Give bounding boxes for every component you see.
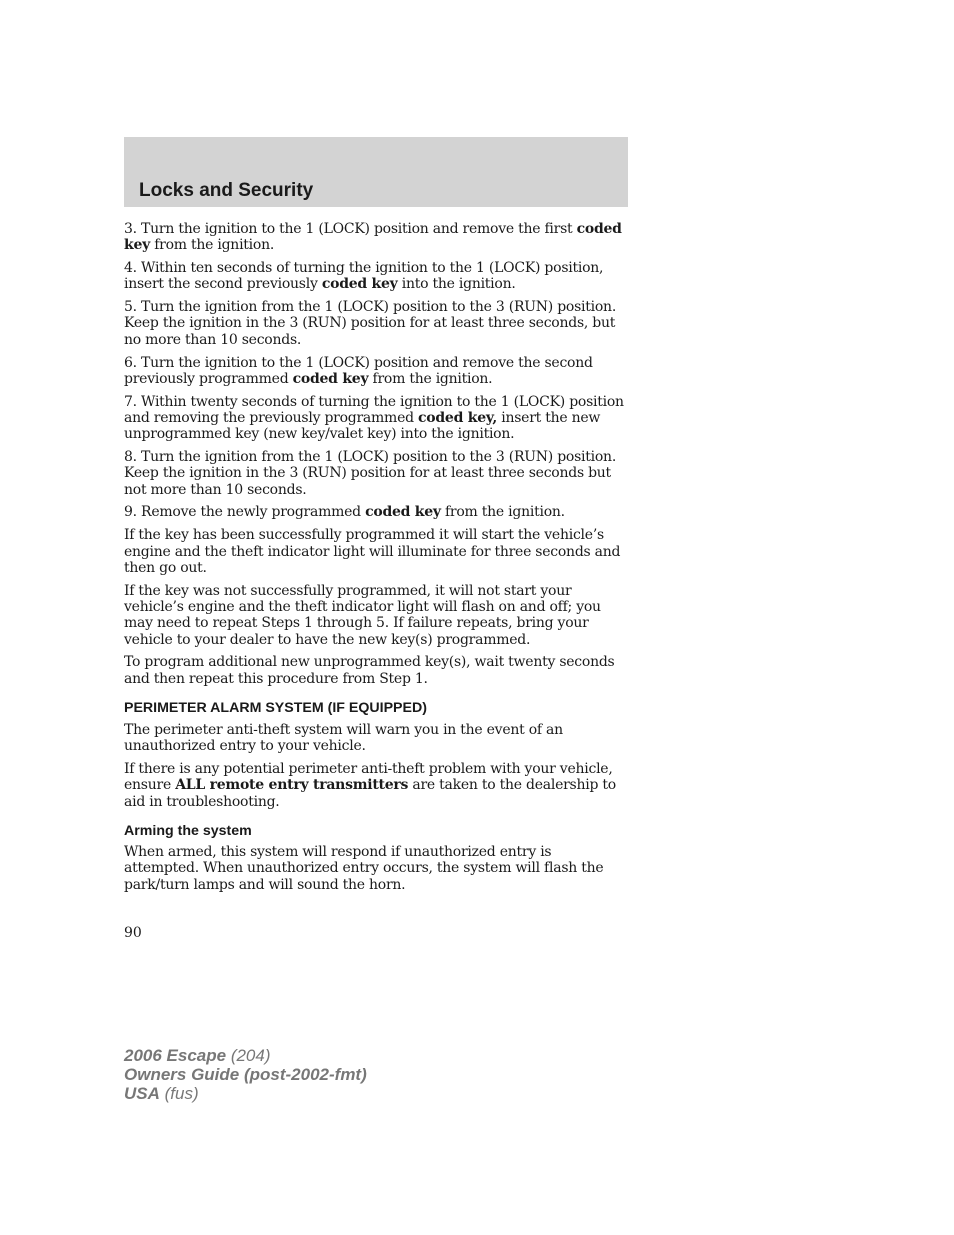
section-header-band: [124, 137, 628, 207]
remote-transmitters-term: ALL remote entry transmitters: [175, 777, 409, 794]
perimeter-paragraph-2: If there is any potential perimeter anti-theft problem with your vehicle, ensure ALL remote entry transmitters are taken to the dealership to aid in troubleshooting.: [124, 761, 616, 810]
footer-line-guide: Owners Guide (post-2002-fmt): [124, 1065, 367, 1084]
step-4: 4. Within ten seconds of turning the ignition to the 1 (LOCK) position, insert the second previously coded key into the ignition.: [124, 260, 604, 293]
note-success: If the key has been successfully programmed it will start the vehicle’s engine and the theft indicator light will illuminate for three seconds and then go out.: [124, 527, 621, 576]
step-6: 6. Turn the ignition to the 1 (LOCK) position and remove the second previously programmed coded key from the ignition.: [124, 354, 593, 387]
section-title: Locks and Security: [139, 180, 314, 201]
step-7: 7. Within twenty seconds of turning the ignition to the 1 (LOCK) position and removing the previously programmed coded key, insert the new unprogrammed key (new key/valet key) into the ignition.: [124, 393, 624, 443]
arming-paragraph: When armed, this system will respond if unauthorized entry is attempted. When unauthorized entry occurs, the system will flash the park/turn lamps and will sound the horn.: [124, 843, 604, 893]
page-content: [124, 221, 630, 899]
coded-key-term: coded key: [321, 276, 398, 293]
footer-line-model: 2006 Escape (204): [124, 1046, 271, 1065]
arming-heading: Arming the system: [124, 822, 252, 839]
note-additional-keys: To program additional new unprogrammed key(s), wait twenty seconds and then repeat this procedure from Step 1.: [124, 654, 615, 687]
coded-key-term: coded key,: [418, 409, 498, 426]
document-footer: [124, 1046, 367, 1103]
note-failure: If the key was not successfully programmed, it will not start your vehicle’s engine and the theft indicator light will flash on and off; you may need to repeat Steps 1 through 5. If failure repeats, bring your vehicle to your dealer to have the new key(s) programmed.: [124, 582, 601, 648]
step-8: 8. Turn the ignition from the 1 (LOCK) position to the 3 (RUN) position. Keep the ignition in the 3 (RUN) position for at least three seconds but not more than 10 seconds.: [124, 449, 617, 498]
step-9: 9. Remove the newly programmed coded key from the ignition.: [124, 504, 565, 521]
perimeter-alarm-heading: PERIMETER ALARM SYSTEM (IF EQUIPPED): [124, 699, 427, 716]
coded-key-term: coded key: [292, 370, 369, 387]
coded-key-term: coded key: [124, 221, 622, 254]
coded-key-term: coded key: [365, 504, 441, 521]
footer-line-market: USA (fus): [124, 1084, 199, 1103]
step-3: 3. Turn the ignition to the 1 (LOCK) position and remove the first coded key from the ignition.: [124, 221, 622, 254]
step-5: 5. Turn the ignition from the 1 (LOCK) position to the 3 (RUN) position. Keep the ignition in the 3 (RUN) position for at least three seconds, but no more than 10 seconds.: [124, 299, 617, 348]
page-number: 90: [124, 925, 142, 941]
perimeter-paragraph-1: The perimeter anti-theft system will warn you in the event of an unauthorized entry to your vehicle.: [124, 721, 563, 755]
